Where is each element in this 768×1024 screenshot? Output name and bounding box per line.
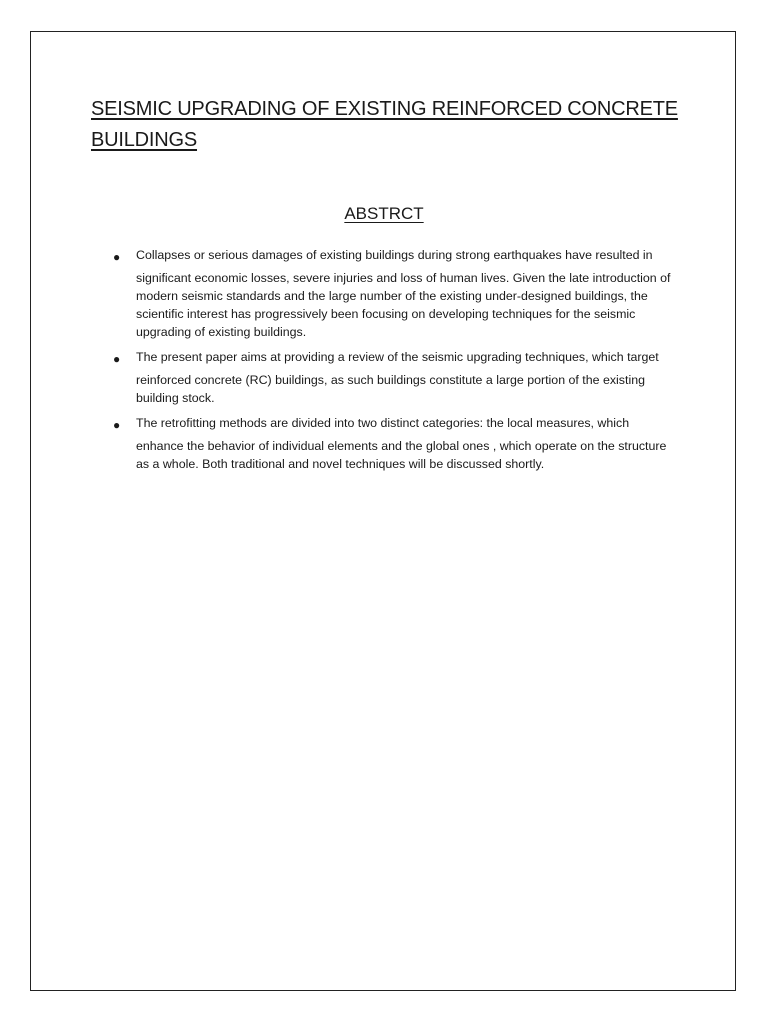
- bullet-text-first-line: The retrofitting methods are divided into two distinct categories: the local measures, which: [136, 416, 630, 430]
- list-item: [113, 246, 676, 341]
- bullet-text: significant economic losses, severe injuries and loss of human lives. Given the late introduction of modern seismic standards and the large number of the existing under-designed buildings, the scientific interest has progressively been focusing on developing techniques for the seismic upgrading of existing buildings.: [136, 271, 671, 339]
- list-item: [113, 414, 676, 473]
- document-title: SEISMIC UPGRADING OF EXISTING REINFORCED CONCRETE BUILDINGS: [91, 98, 678, 151]
- bullet-text-first-line: Collapses or serious damages of existing buildings during strong earthquakes have resulted in: [136, 248, 653, 262]
- bullet-icon: ●: [113, 352, 121, 366]
- bullet-text: reinforced concrete (RC) buildings, as such buildings constitute a large portion of the existing building stock.: [136, 373, 645, 405]
- bullet-text: enhance the behavior of individual elements and the global ones , which operate on the structure as a whole. Both traditional and novel techniques will be discussed shortly.: [136, 439, 667, 471]
- page-border: [30, 31, 736, 991]
- bullet-text-first-line: The present paper aims at providing a review of the seismic upgrading techniques, which target: [136, 350, 659, 364]
- list-item: [113, 348, 676, 407]
- bullet-icon: ●: [113, 418, 121, 432]
- bullet-icon: ●: [113, 250, 121, 264]
- abstract-bullet-list: [113, 246, 676, 480]
- abstract-heading: ABSTRCT: [344, 204, 424, 223]
